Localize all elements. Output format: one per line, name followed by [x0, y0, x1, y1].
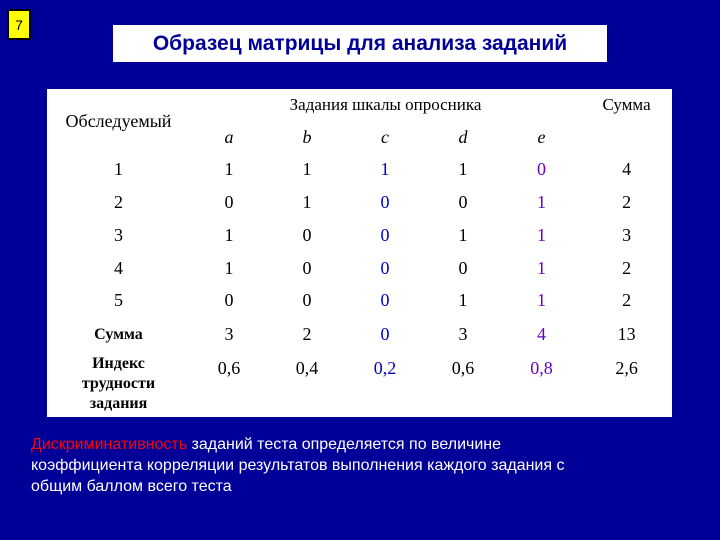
table-row: [47, 153, 672, 186]
table-row: [47, 219, 672, 252]
difficulty-index-row: [47, 352, 672, 417]
row-sum: 2: [622, 257, 632, 278]
sum-row: [47, 317, 672, 352]
sum-total: 13: [617, 324, 636, 344]
matrix-table: [47, 89, 672, 417]
cell-b: 0: [302, 257, 312, 278]
note-line3: общим баллом всего теста: [31, 478, 232, 495]
cell-e: 1: [537, 192, 547, 212]
cell-a: 1: [224, 257, 234, 278]
slide-number-badge: 7: [7, 9, 31, 40]
cell-c: 0: [380, 257, 390, 278]
task-header-b: b: [302, 126, 312, 147]
task-header-a: a: [224, 126, 234, 147]
examinee-id: 1: [114, 159, 123, 179]
cell-b: 0: [302, 225, 312, 245]
cell-c: 0: [380, 290, 390, 310]
cell-d: 1: [458, 290, 468, 310]
row-sum: 2: [622, 290, 632, 310]
examinee-id: 5: [114, 290, 123, 310]
sum-c: 0: [380, 324, 390, 344]
matrix-table-container: [47, 89, 672, 417]
cell-a: 1: [224, 225, 234, 245]
task-header-d: d: [458, 126, 468, 147]
cell-e: 0: [537, 159, 547, 179]
cell-a: 0: [224, 192, 234, 212]
sum-row-label: Сумма: [94, 325, 143, 343]
cell-b: 1: [302, 192, 312, 212]
table-row: [47, 252, 672, 284]
row-sum: 4: [622, 159, 632, 179]
highlight-term: Дискриминативность: [31, 436, 188, 453]
examinee-id: 4: [114, 257, 123, 278]
cell-d: 1: [458, 159, 468, 179]
index-d: 0,6: [451, 358, 475, 378]
examinee-header: Обследуемый: [65, 110, 172, 131]
cell-d: 0: [458, 257, 468, 278]
sum-a: 3: [224, 324, 234, 344]
row-sum: 3: [622, 225, 632, 245]
slide-title: Образец матрицы для анализа заданий: [113, 25, 607, 62]
task-header-c: c: [381, 126, 389, 147]
index-e: 0,8: [530, 358, 553, 378]
cell-c: 1: [380, 159, 390, 179]
cell-a: 0: [224, 290, 234, 310]
tasks-group-header: Задания шкалы опросника: [289, 95, 482, 114]
cell-c: 0: [380, 225, 390, 245]
table-row: [47, 186, 672, 219]
cell-e: 1: [537, 257, 547, 278]
cell-d: 1: [458, 225, 468, 245]
sum-d: 3: [458, 324, 468, 344]
index-c: 0,2: [373, 358, 397, 378]
index-b: 0,4: [295, 358, 319, 378]
discriminativity-note: [31, 434, 691, 497]
table-row: [47, 284, 672, 317]
difficulty-index-label: Индекс трудности задания: [81, 355, 156, 412]
cell-d: 0: [458, 192, 468, 212]
sum-column-header: Сумма: [602, 95, 651, 114]
note-line1-rest: заданий теста определяется по величине: [187, 436, 502, 453]
examinee-id: 3: [114, 225, 123, 245]
sum-e: 4: [537, 324, 547, 344]
cell-e: 1: [537, 290, 547, 310]
cell-e: 1: [537, 225, 547, 245]
task-header-e: e: [537, 126, 546, 147]
sum-b: 2: [302, 324, 312, 344]
examinee-id: 2: [114, 192, 123, 212]
note-line2: коэффициента корреляции результатов выполнения каждого задания с: [31, 457, 565, 474]
cell-c: 0: [380, 192, 390, 212]
index-a: 0,6: [217, 358, 241, 378]
index-total: 2,6: [615, 358, 638, 378]
cell-b: 1: [302, 159, 312, 179]
cell-a: 1: [224, 159, 234, 179]
row-sum: 2: [622, 192, 632, 212]
cell-b: 0: [302, 290, 312, 310]
